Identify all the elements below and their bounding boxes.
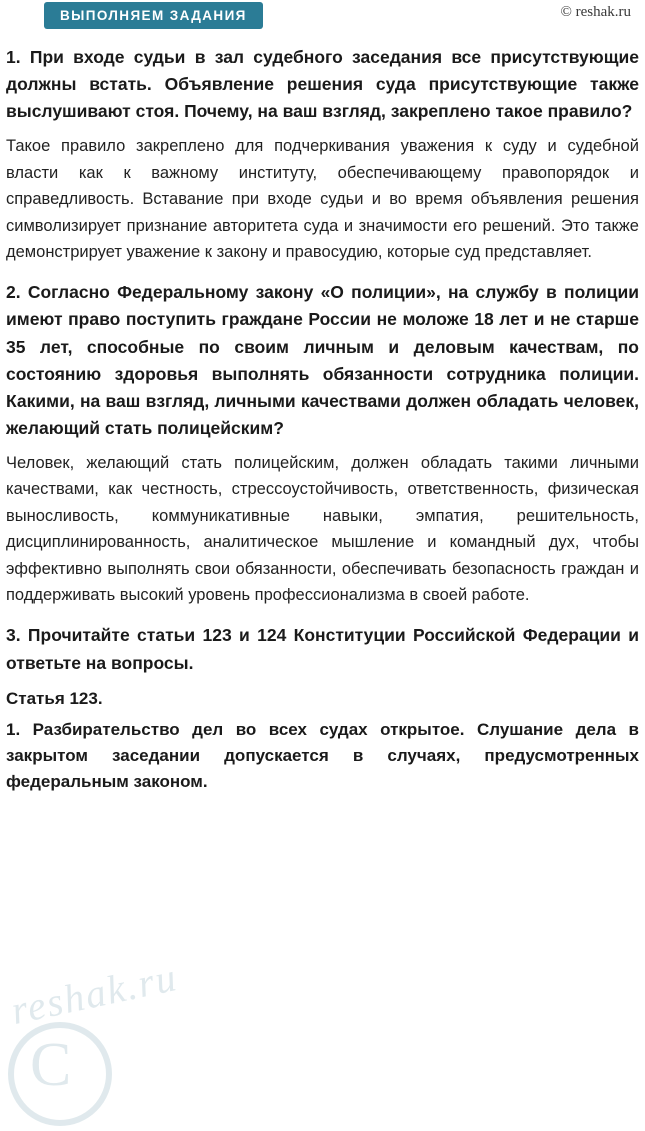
article-title: Статья 123. bbox=[6, 688, 103, 708]
question-3: 3. Прочитайте статьи 123 и 124 Конституции Российской Федерации и ответьте на вопросы. bbox=[6, 625, 639, 673]
answer-2: Человек, желающий стать полицейским, должен обладать такими личными качествами, как честность, стрессоустойчивость, ответственность, физическая выносливость, коммуникативные навыки, эмпатия, решительность, дисциплинированность, аналитическое мышление и командный дух, чтобы эффективно выполнять свои обязанности, обеспечивать безопасность граждан и поддерживать высокий уровень профессионализма в своей работе. bbox=[6, 454, 639, 605]
section-badge: ВЫПОЛНЯЕМ ЗАДАНИЯ bbox=[44, 2, 263, 29]
page-header bbox=[6, 0, 639, 34]
question-1: 1. При входе судьи в зал судебного заседания все присутствующие должны встать. Объявление решения суда присутствующие также выслушивают стоя. Почему, на ваш взгляд, закреплено такое правило? bbox=[6, 47, 639, 122]
site-watermark-circle bbox=[8, 1022, 112, 1126]
site-watermark-text: reshak.ru bbox=[7, 953, 182, 1034]
copyright-watermark: © reshak.ru bbox=[560, 4, 631, 20]
answer-1: Такое правило закреплено для подчеркивания уважения к суду и судебной власти как к важному институту, обеспечивающему правопорядок и справедливость. Вставание при входе судьи и во время объявления решения символизирует признание авторитета суда и значимости его решений. Это также демонстрирует уважение к закону и правосудию, которые суд представляет. bbox=[6, 137, 639, 261]
article-point-1: 1. Разбирательство дел во всех судах открытое. Слушание дела в закрытом заседании допускается в случаях, предусмотренных федеральным законом. bbox=[6, 719, 639, 792]
site-watermark bbox=[2, 953, 262, 1130]
site-watermark-letter: C bbox=[30, 1031, 72, 1099]
question-2: 2. Согласно Федеральному закону «О полиции», на службу в полиции имеют право поступить граждане России не моложе 18 лет и не старше 35 лет, способные по своим личным и деловым качествам, по состоянию здоровья выполнять обязанности сотрудника полиции. Какими, на ваш взгляд, личными качествами должен обладать человек, желающий стать полицейским? bbox=[6, 282, 639, 438]
